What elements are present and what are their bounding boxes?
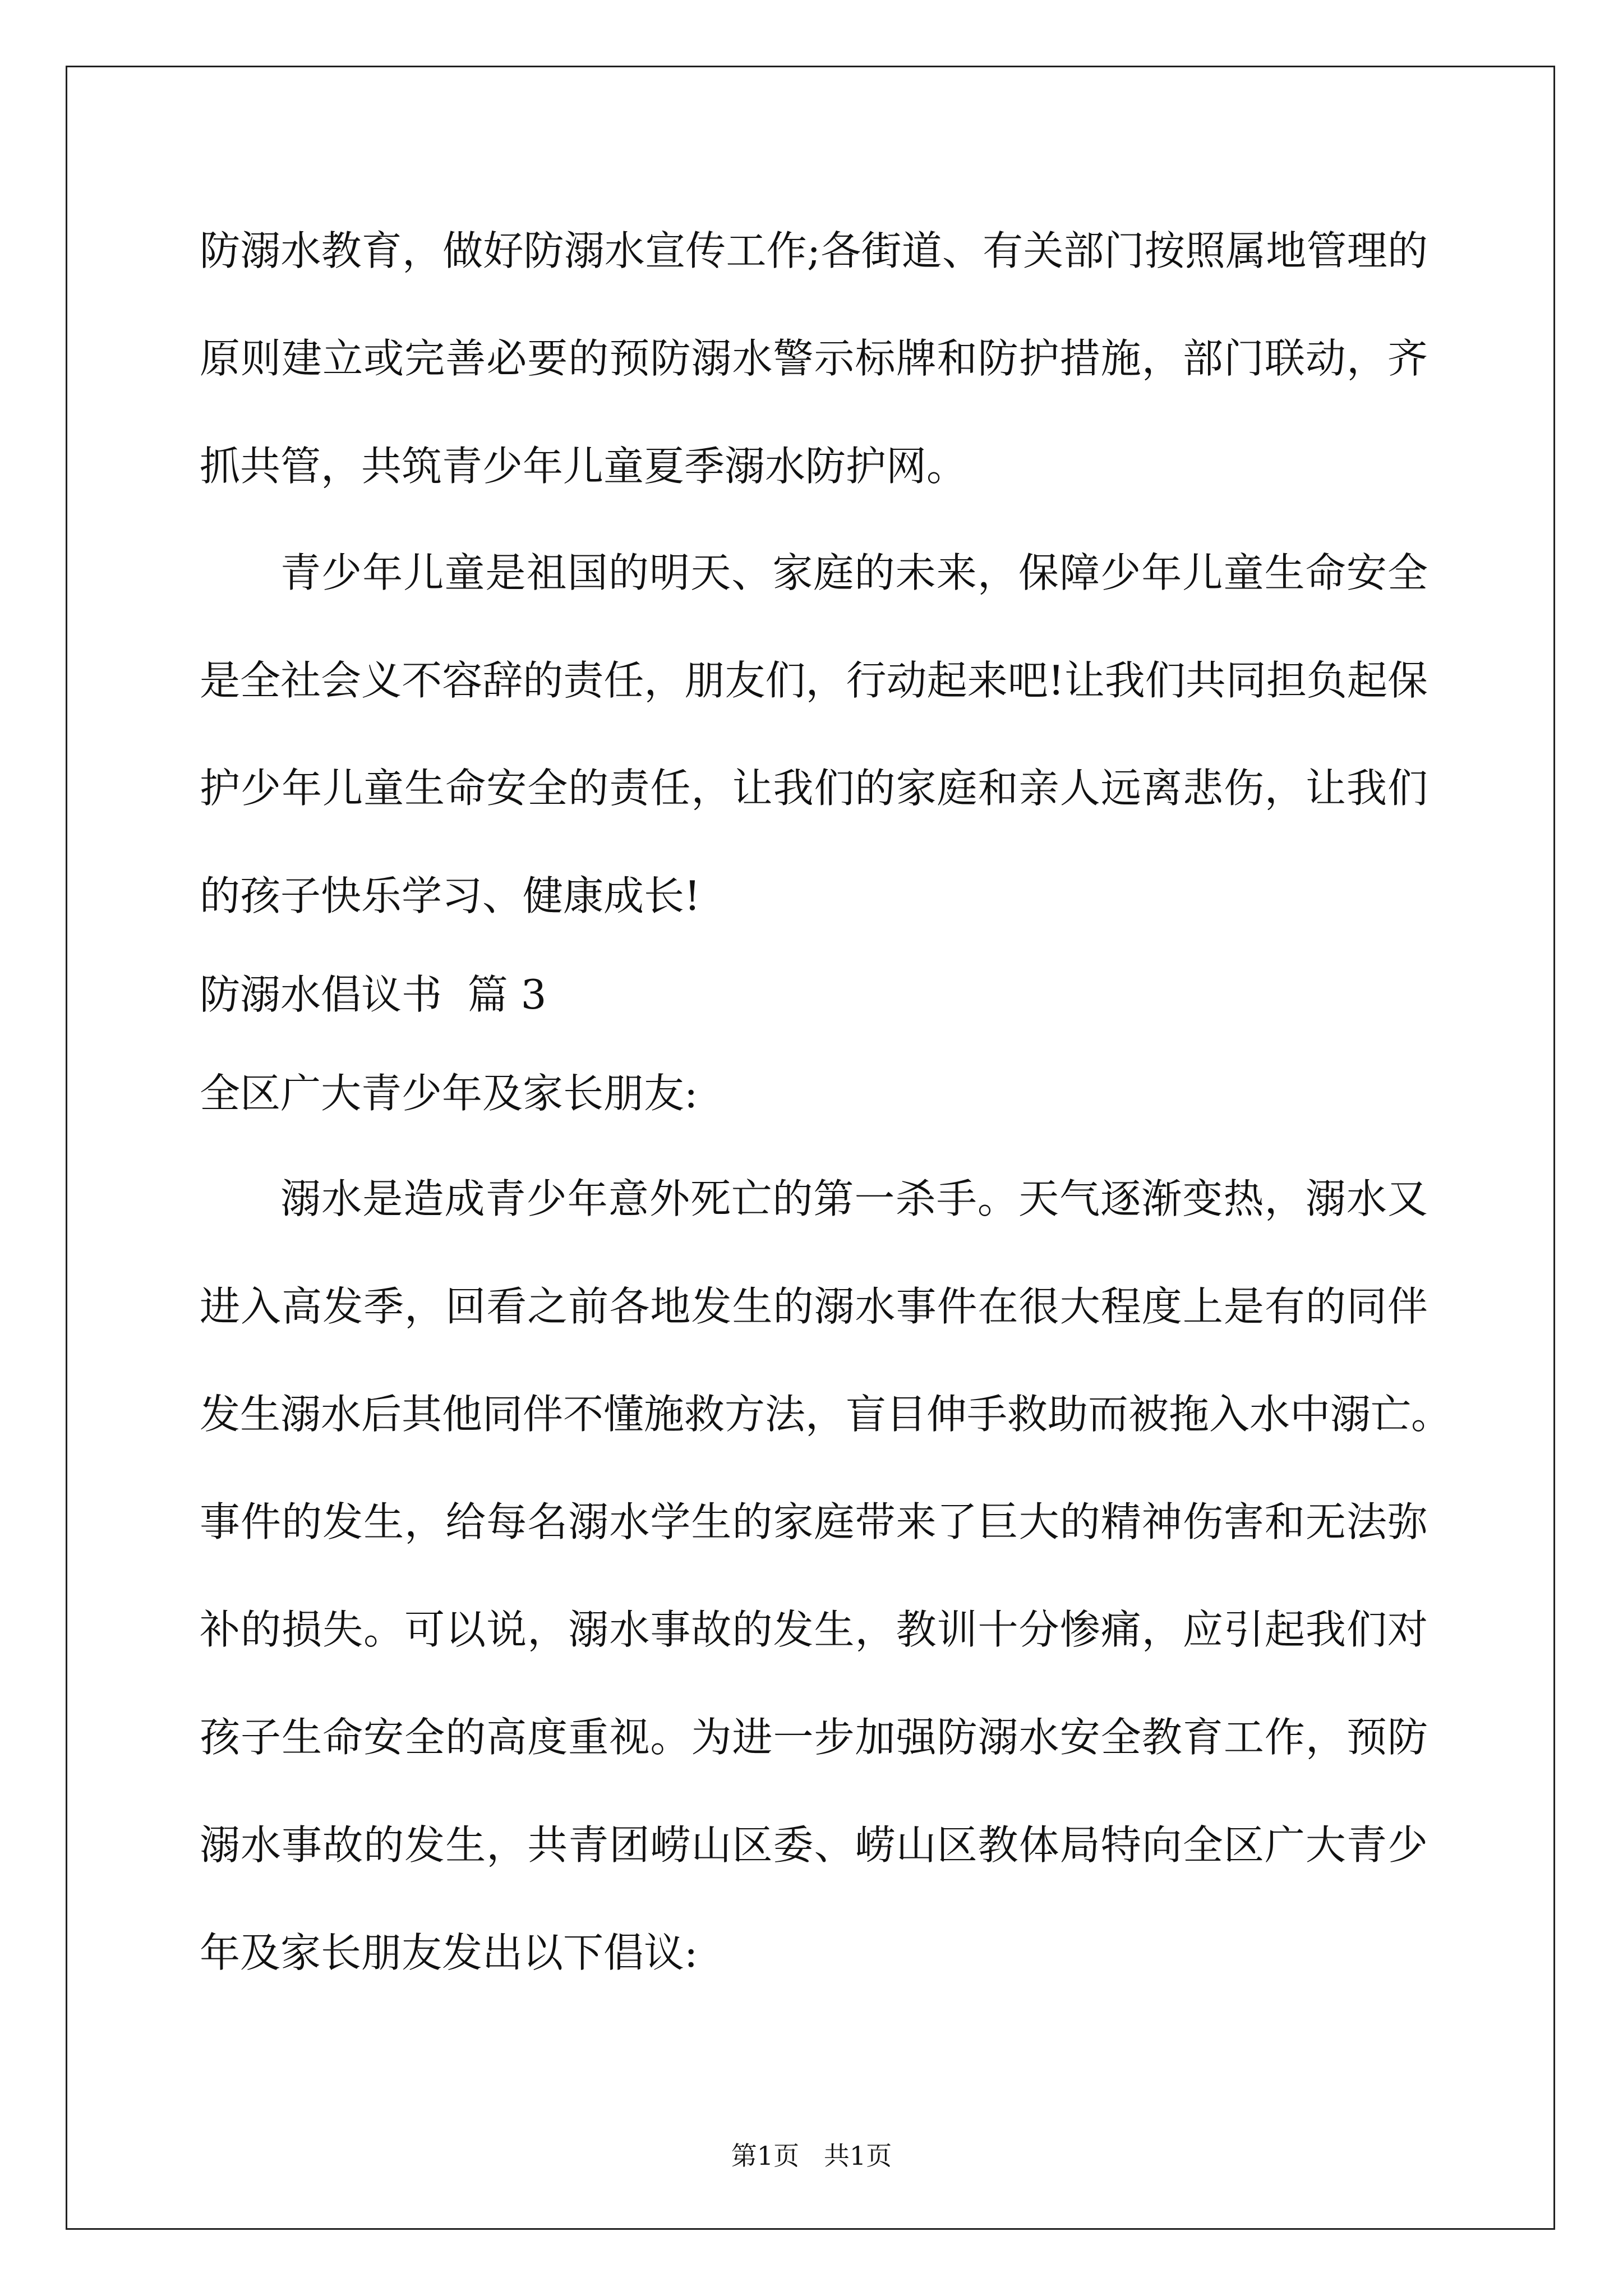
- text-line-12: 发生溺水后其他同伴不懂施救方法，盲目伸手救助而被拖入水中溺亡。: [200, 1391, 1452, 1438]
- text-line-13: 事件的发生，给每名溺水学生的家庭带来了巨大的精神伤害和无法弥: [200, 1498, 1428, 1545]
- section-heading: 防溺水倡议书 篇 3: [200, 971, 547, 1018]
- text-line-17: 年及家长朋友发出以下倡议:: [200, 1929, 698, 1976]
- text-line-15: 孩子生命安全的高度重视。为进一步加强防溺水安全教育工作，预防: [200, 1714, 1428, 1761]
- text-line-16: 溺水事故的发生，共青团崂山区委、崂山区教体局特向全区广大青少: [200, 1821, 1428, 1869]
- text-line-3: 抓共管，共筑青少年儿童夏季溺水防护网。: [200, 443, 967, 490]
- text-line-11: 进入高发季，回看之前各地发生的溺水事件在很大程度上是有的同伴: [200, 1283, 1428, 1330]
- text-line-7: 的孩子快乐学习、健康成长!: [200, 872, 700, 919]
- text-line-6: 护少年儿童生命安全的责任，让我们的家庭和亲人远离悲伤，让我们: [200, 765, 1428, 812]
- text-line-4: 青少年儿童是祖国的明天、家庭的未来，保障少年儿童生命安全: [280, 549, 1428, 596]
- text-line-2: 原则建立或完善必要的预防溺水警示标牌和防护措施，部门联动，齐: [200, 335, 1428, 382]
- text-line-5: 是全社会义不容辞的责任，朋友们，行动起来吧!让我们共同担负起保: [200, 657, 1428, 704]
- page-border: [66, 66, 1555, 2230]
- salutation: 全区广大青少年及家长朋友:: [200, 1070, 698, 1117]
- text-line-1: 防溺水教育，做好防溺水宣传工作;各街道、有关部门按照属地管理的: [200, 227, 1428, 274]
- text-line-10: 溺水是造成青少年意外死亡的第一杀手。天气逐渐变热，溺水又: [280, 1175, 1428, 1222]
- text-line-14: 补的损失。可以说，溺水事故的发生，教训十分惨痛，应引起我们对: [200, 1606, 1428, 1653]
- page-number-footer: 第1页 共1页: [731, 2141, 892, 2171]
